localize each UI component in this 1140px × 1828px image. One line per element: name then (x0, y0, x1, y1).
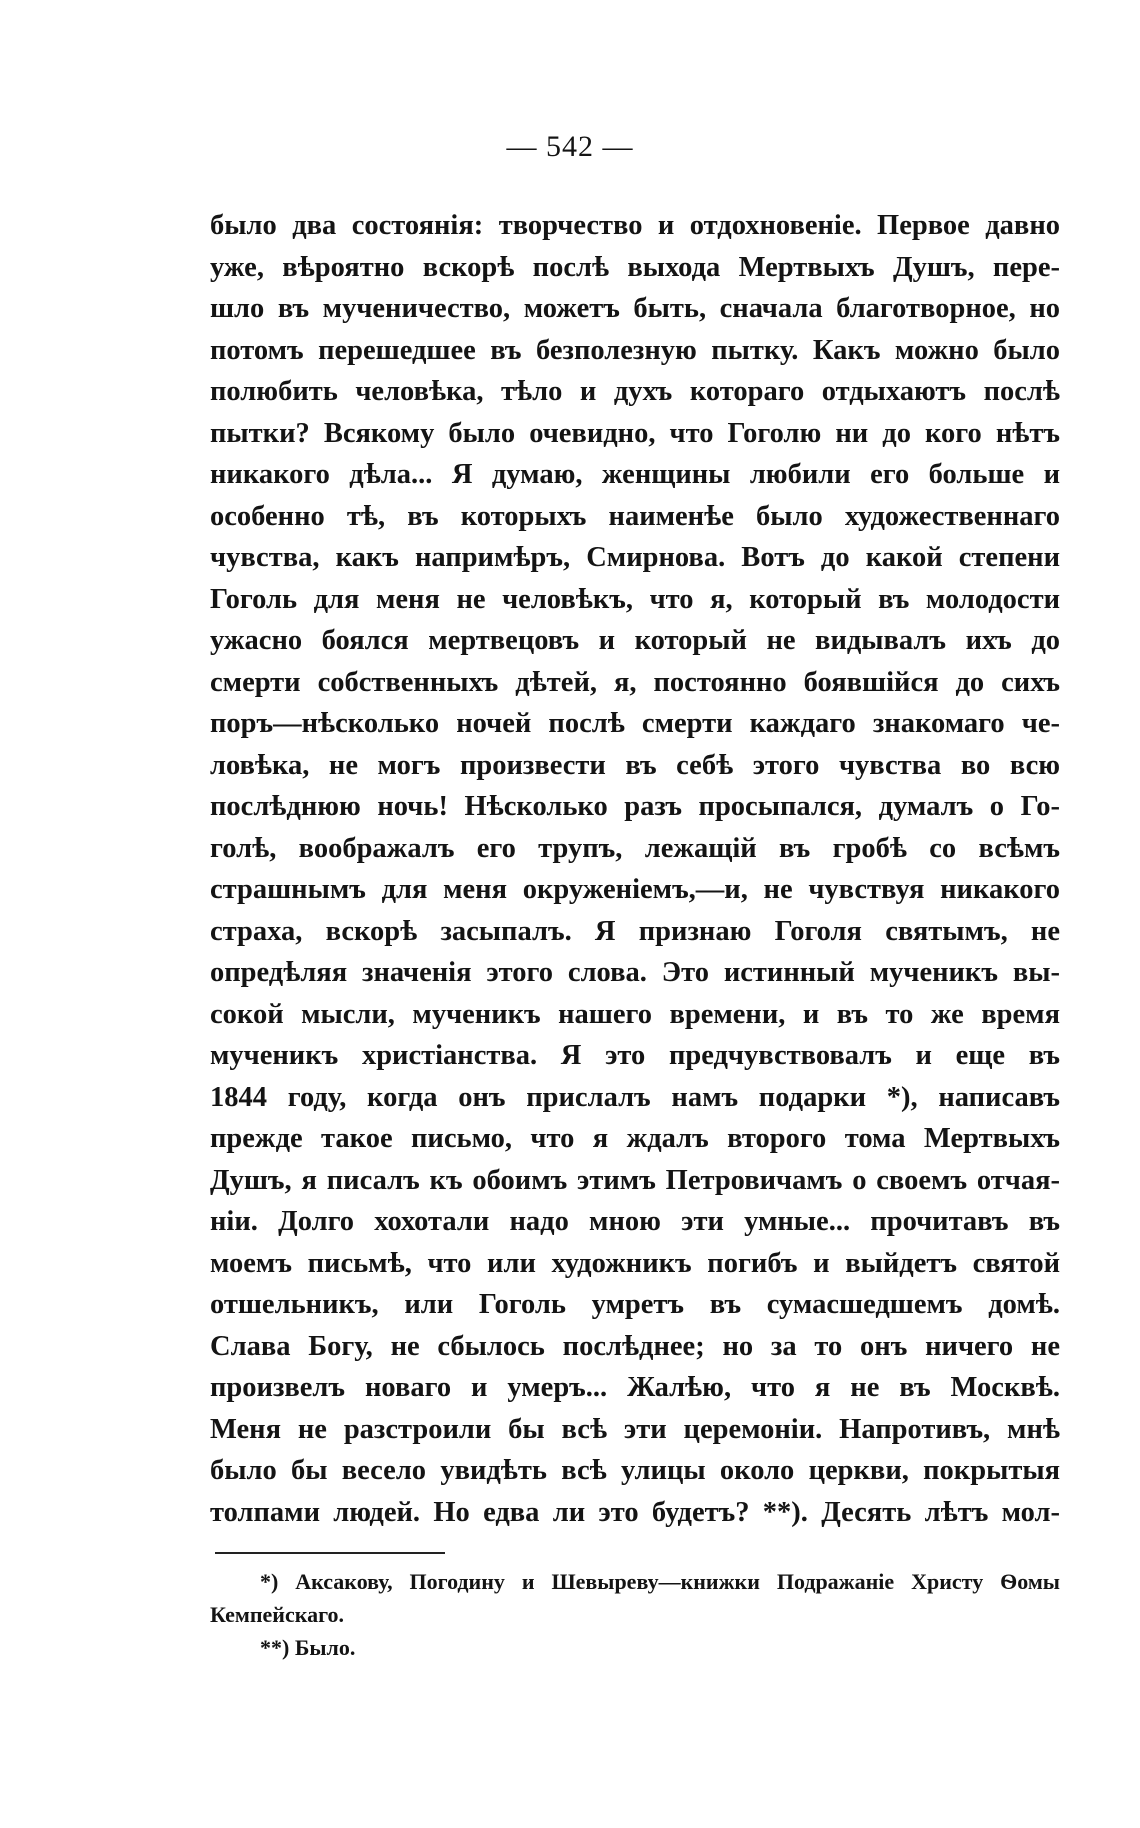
footnotes (210, 1565, 1060, 1664)
text-line: толпами людей. Но едва ли это будетъ? **). Десять лѣтъ мол- (210, 1496, 1060, 1528)
text-line: голѣ, воображалъ его трупъ, лежащій въ гробѣ со всѣмъ (210, 832, 1060, 864)
body-text (210, 205, 1060, 1533)
footnote-line: **) Было. (260, 1635, 356, 1660)
text-line: особенно тѣ, въ которыхъ наименѣе было художественнаго (210, 500, 1060, 532)
text-line: смерти собственныхъ дѣтей, я, постоянно боявшійся до сихъ (210, 666, 1060, 698)
footnote-line: Кемпейскаго. (210, 1602, 345, 1627)
text-line: ніи. Долго хохотали надо мною эти умные... прочитавъ въ (210, 1206, 1060, 1237)
text-line: уже, вѣроятно вскорѣ послѣ выхода Мертвыхъ Душъ, пере- (210, 251, 1060, 283)
footnote-divider (215, 1552, 445, 1554)
text-line: Меня не разстроили бы всѣ эти церемоніи. Напротивъ, мнѣ (210, 1413, 1060, 1445)
text-line: чувства, какъ напримѣръ, Смирнова. Вотъ до какой степени (210, 542, 1060, 573)
text-line: полюбить человѣка, тѣло и духъ котораго отдыхаютъ послѣ (210, 376, 1060, 407)
text-line: опредѣляя значенія этого слова. Это истинный мученикъ вы- (210, 957, 1060, 988)
page-number: — 542 — (506, 130, 634, 163)
text-line: Гоголь для меня не человѣкъ, что я, который въ молодости (210, 583, 1060, 615)
text-line: прежде такое письмо, что я ждалъ второго тома Мертвыхъ (210, 1123, 1060, 1154)
text-line: шло въ мученичество, можетъ быть, сначала благотворное, но (210, 293, 1060, 324)
text-line: пытки? Всякому было очевидно, что Гоголю ни до кого нѣтъ (210, 417, 1060, 449)
text-line: отшельникъ, или Гоголь умретъ въ сумасшедшемъ домѣ. (210, 1289, 1060, 1320)
text-line: потомъ перешедшее въ безполезную пытку. Какъ можно было (210, 334, 1060, 366)
text-line: было два состоянія: творчество и отдохновеніе. Первое давно (210, 210, 1060, 241)
text-line: Слава Богу, не сбылось послѣднее; но за то онъ ничего не (210, 1330, 1060, 1362)
text-line: произвелъ новаго и умеръ... Жалѣю, что я не въ Москвѣ. (210, 1372, 1060, 1403)
footnote-line: *) Аксакову, Погодину и Шевыреву—книжки Подражаніе Христу Ѳомы (260, 1569, 1060, 1594)
text-line: мученикъ христіанства. Я это предчувствовалъ и еще въ (210, 1040, 1060, 1071)
text-line: было бы весело увидѣть всѣ улицы около церкви, покрытыя (210, 1455, 1060, 1486)
text-line: страшнымъ для меня окруженіемъ,—и, не чувствуя никакого (210, 874, 1060, 905)
text-line: Душъ, я писалъ къ обоимъ этимъ Петровичамъ о своемъ отчая- (210, 1164, 1060, 1196)
text-line: никакого дѣла... Я думаю, женщины любили его больше и (210, 459, 1060, 490)
text-line: страха, вскорѣ засыпалъ. Я признаю Гоголя святымъ, не (210, 915, 1060, 947)
text-line: моемъ письмѣ, что или художникъ погибъ и выйдетъ святой (210, 1247, 1060, 1279)
text-line: поръ—нѣсколько ночей послѣ смерти каждаго знакомаго че- (210, 708, 1060, 739)
text-line: послѣднюю ночь! Нѣсколько разъ просыпался, думалъ о Го- (210, 791, 1060, 822)
text-line: ужасно боялся мертвецовъ и который не видывалъ ихъ до (210, 625, 1060, 656)
text-line: 1844 году, когда онъ прислалъ намъ подарки *), написавъ (210, 1081, 1060, 1113)
text-line: сокой мысли, мученикъ нашего времени, и въ то же время (210, 998, 1060, 1030)
text-line: ловѣка, не могъ произвести въ себѣ этого чувства во всю (210, 749, 1060, 781)
